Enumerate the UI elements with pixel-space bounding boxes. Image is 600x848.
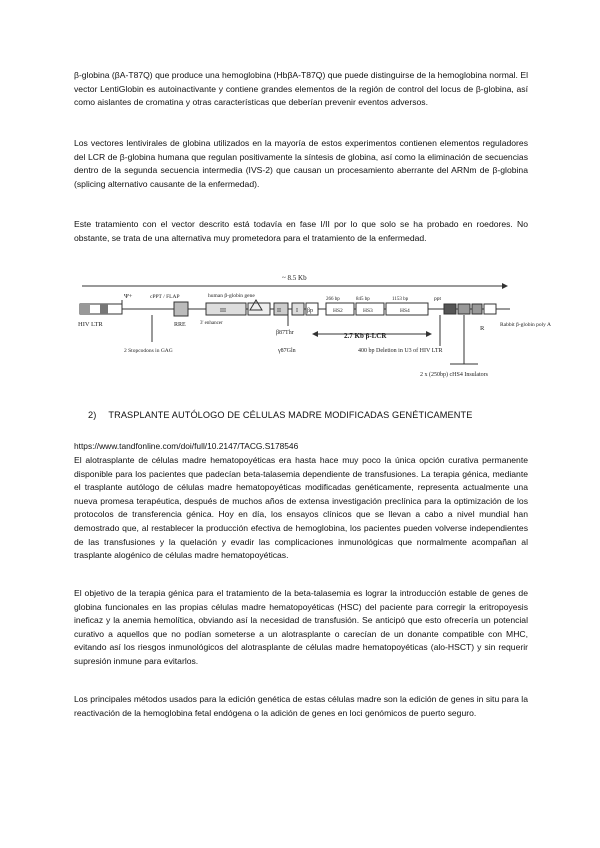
- rre-box: [174, 302, 188, 316]
- hs-label-2: HS3: [363, 308, 373, 314]
- polya-label: Rabbit β-globin poly A: [500, 322, 551, 328]
- deletion-label: 400 bp Deletion in U3 of HIV LTR: [358, 348, 443, 354]
- exon-i-label: I: [296, 308, 298, 314]
- psi-label: Ψ+: [124, 293, 133, 300]
- body-paragraph-2: El objetivo de la terapia génica para el tratamiento de la beta-talasemia es lograr la introducción estable de genes de globina funcionales en las propias células madre hematopoyéticas (HSC) del paciente para corregir la eritropoyesis ineficaz y la anemia hemolítica, obviando así la necesidad de transfusión. Se anticipó que esto ofrecería un potencial curativo a aquellos que no podían someterse a un alotrasplante o carecían de un donante compatible con MHC, evitando así los riesgos inmunológicos del alotrasplante de células madre hematopoyéticas (alo-HSCT) y sin requerir supresión inmune para evitarlos.: [74, 588, 528, 666]
- enhancer-exon-label: III: [220, 308, 226, 314]
- promoter-label: βp: [307, 308, 314, 314]
- source-url[interactable]: https://www.tandfonline.com/doi/full/10.2147/TACG.S178546: [74, 441, 299, 451]
- body-paragraph-3: Los principales métodos usados para la edición genética de estas células madre son la edición de genes in situ para la reactivación de la hemoglobina fetal endógena o la adición de genes en loci genómicos de puerto seguro.: [74, 694, 528, 718]
- vector-diagram: [70, 268, 551, 388]
- r-label: R: [480, 325, 485, 332]
- insulators-label: 2 x (250bp) cHS4 Insulators: [420, 372, 488, 378]
- cppt-label: cPPT / FLAP: [150, 294, 180, 300]
- intro-paragraph-1: β-globina (βA-T87Q) que produce una hemoglobina (HbβA-T87Q) que puede distinguirse de la hemoglobina normal. El vector LentiGlobin es autoinactivante y contiene grandes elementos de la región de control del locus de β-globina, así como aislantes de cromatina y otras características que deberían prevenir eventos adversos.: [74, 70, 528, 108]
- mutation2-label: γ87Gln: [278, 348, 296, 354]
- hs-size-2: 845 bp: [356, 297, 370, 302]
- hs-label-1: HS2: [333, 308, 343, 314]
- section-number: 2): [88, 410, 97, 420]
- section-title: TRASPLANTE AUTÓLOGO DE CÉLULAS MADRE MODIFICADAS GENÉTICAMENTE: [108, 410, 473, 420]
- mutation-label: β87Thr: [276, 330, 294, 336]
- human-gene-label: human β-globin gene: [208, 293, 255, 299]
- hs-label-3: HS4: [400, 308, 410, 314]
- section-heading: [88, 410, 472, 420]
- ppt-label: ppt: [434, 296, 442, 302]
- intro-paragraph-2: Los vectores lentivirales de globina utilizados en la mayoría de estos experimentos contienen elementos reguladores del LCR de β-globina humana que regulan positivamente la síntesis de globina, así como la eliminación de secuencias dentro de la segunda secuencia intermedia (IVS-2) que causan un procesamiento aberrante del ARNm de β-globina (splicing alternativo causante de la enfermedad).: [74, 138, 528, 189]
- intro-paragraph-3: Este tratamiento con el vector descrito está todavía en fase I/II por lo que solo se ha probado en roedores. No obstante, se trata de una alternativa muy prometedora para el tratamiento de la enfermedad.: [74, 219, 528, 243]
- hs-size-1: 266 bp: [326, 297, 340, 302]
- rre-label: RRE: [174, 322, 186, 328]
- body-paragraph-1: El alotrasplante de células madre hematopoyéticas era hasta hace muy poco la única opción curativa permanente disponible para los pacientes que padecían beta-talasemia dependiente de transfusiones. La terapia génica, mediante el trasplante autólogo de células madre hematopoyéticas modificadas genéticamente, representa actualmente una nueva promesa terapéutica, después de muchos años de extensa investigación preclínica para la optimización de los protocolos de transferencia génica. Hoy en día, los ensayos clínicos que se llevan a cabo a nivel mundial han demostrado que, al restablecer la producción efectiva de hemoglobina, los pacientes pueden volverse independientes de las transfusiones y la quelación y evadir las complicaciones inmunológicas que normalmente acompañan al trasplante alogénico de células madre hematopoyéticas.: [74, 455, 528, 561]
- left-ltr-label: HIV LTR: [78, 321, 103, 328]
- hs-size-3: 1153 bp: [392, 297, 409, 302]
- size-label: ~ 8.5 Kb: [282, 274, 307, 282]
- lcr-label: 2.7 Kb β-LCR: [344, 332, 387, 340]
- enhancer-label: 3' enhancer: [200, 321, 223, 326]
- stop-codons-label: 2 Stopcodons in GAG: [124, 348, 173, 354]
- exon-ii-label: II: [277, 308, 281, 314]
